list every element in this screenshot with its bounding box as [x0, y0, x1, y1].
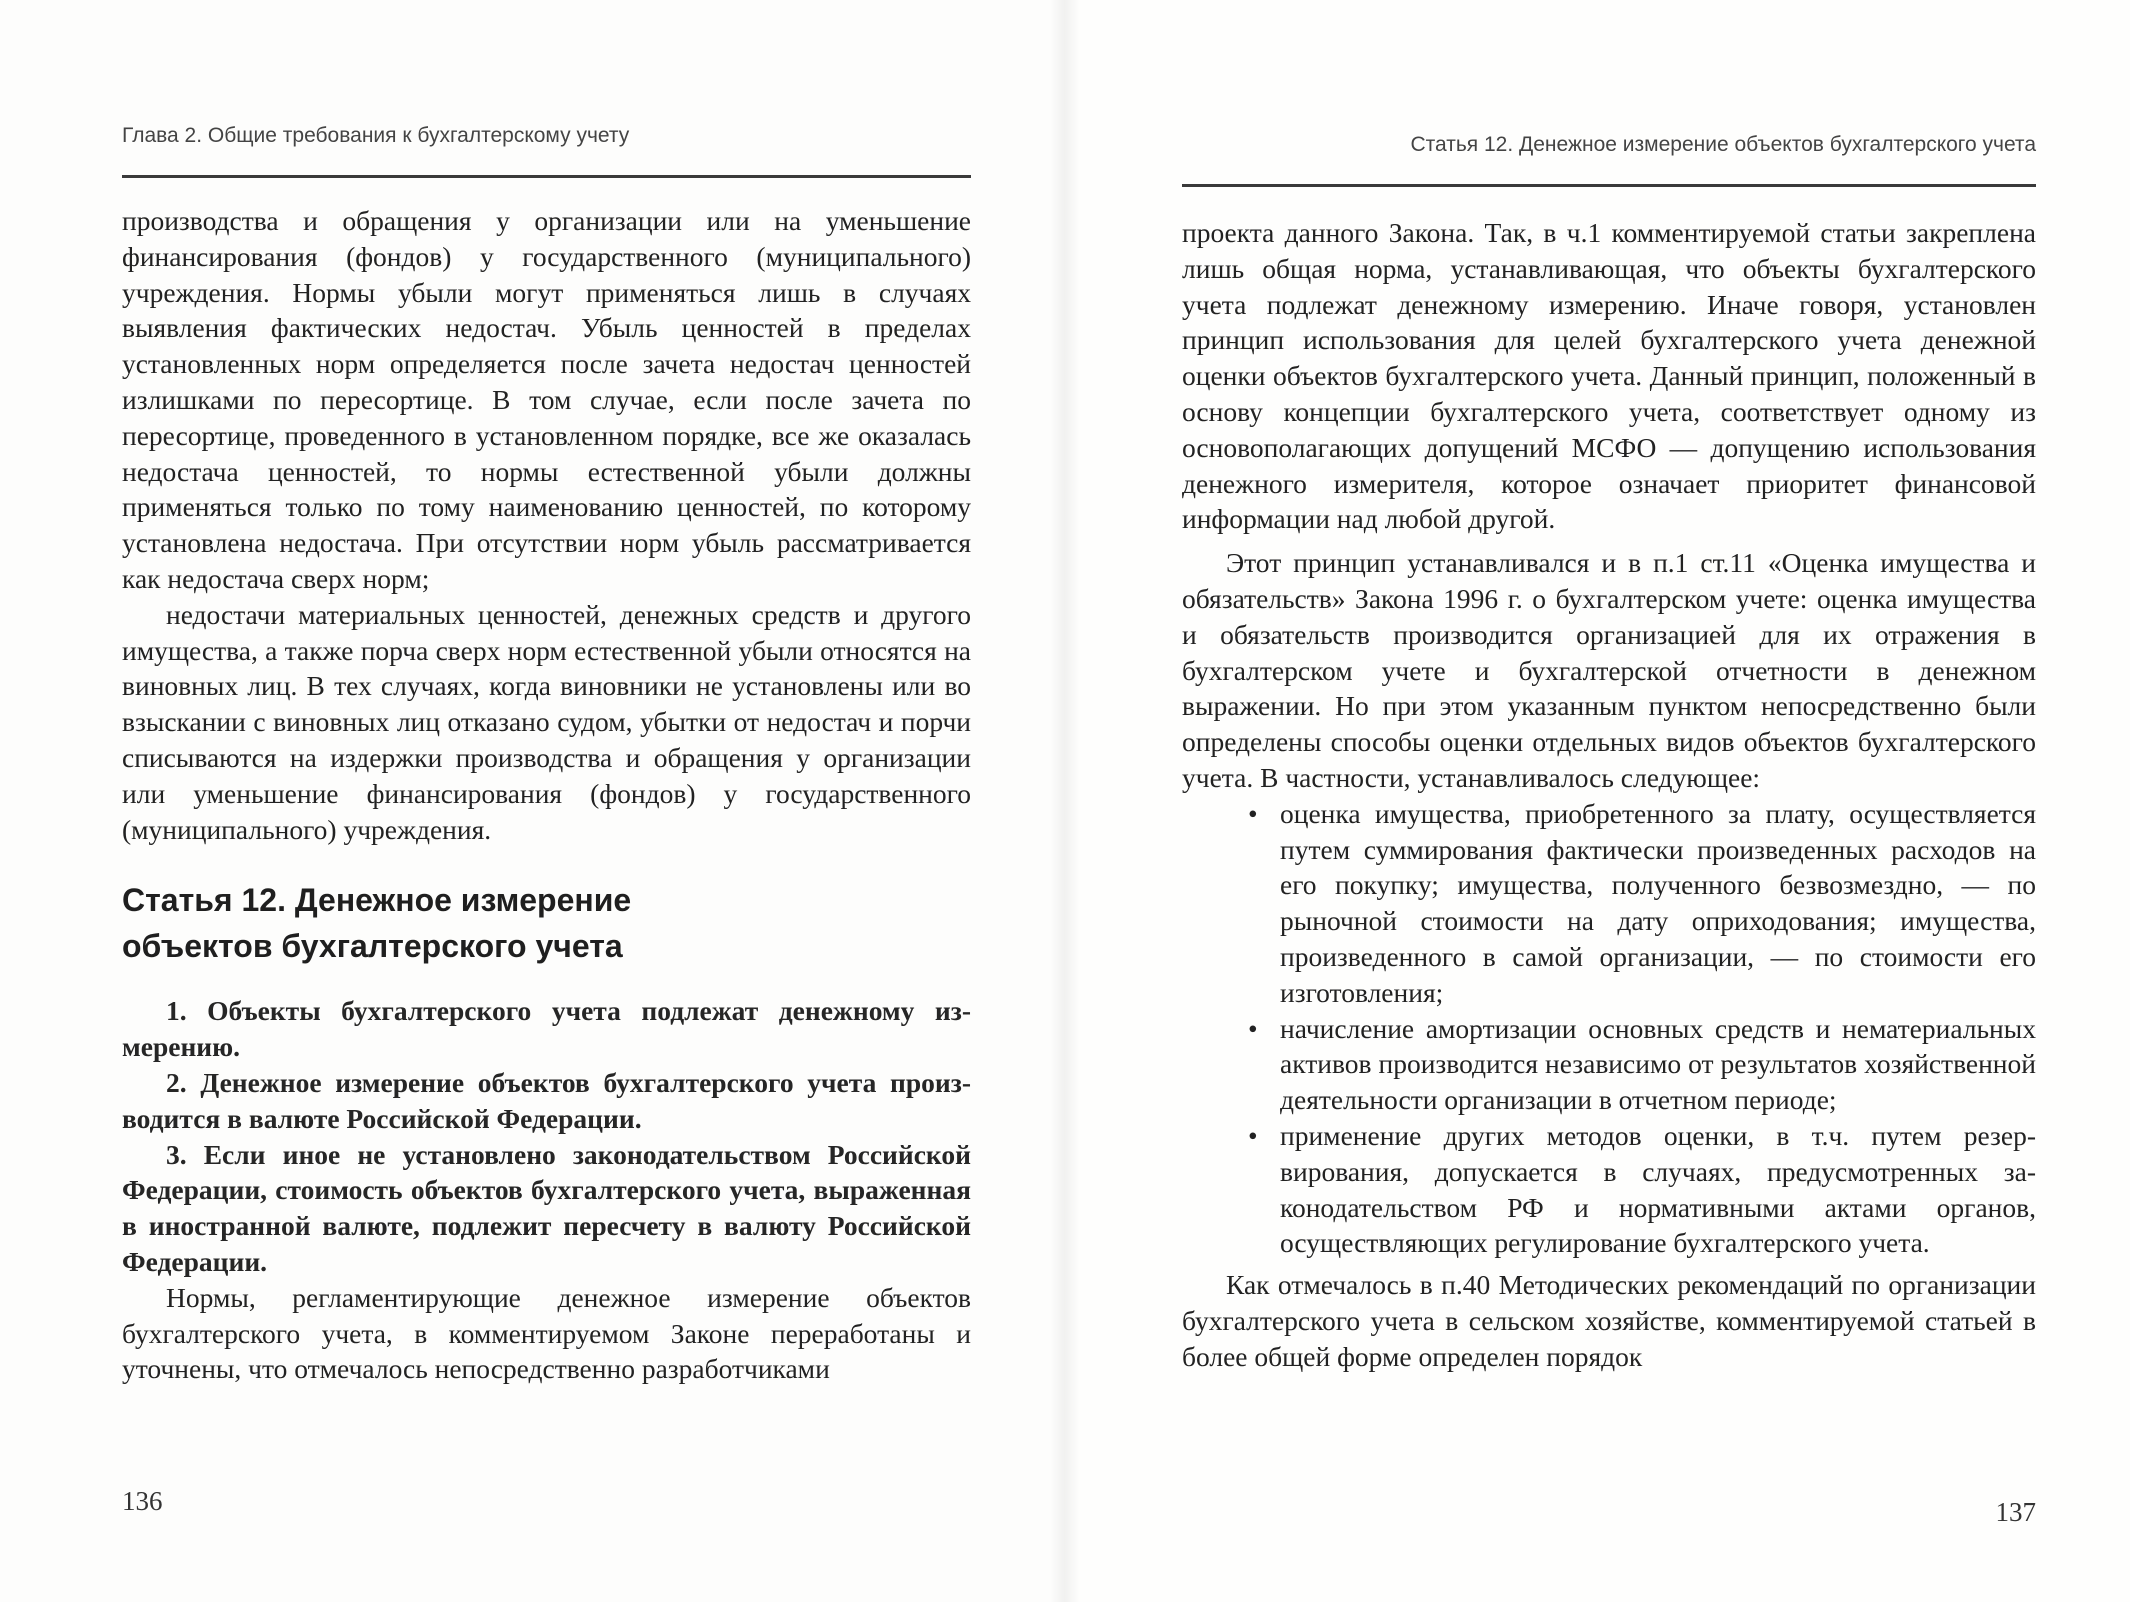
- right-page-number: 137: [1995, 1497, 2036, 1527]
- bullet-item: [1248, 796, 2036, 1011]
- law-item-1: 1. Объекты бухгалтерского учета подлежат денежному измерению.: [122, 995, 971, 1063]
- bullet-dot-icon: •: [1248, 1119, 1258, 1151]
- article-heading: [122, 877, 971, 969]
- article-heading-line-1: Статья 12. Денежное измерение: [122, 882, 632, 919]
- law-item-3: 3. Если иное не установлено законодательством Российской Федерации, стоимость объектов бухгалтерского учета, выраженная в иностранной валюте, подлежит пересчету в валюту Российской Федерации.: [122, 1138, 971, 1277]
- bullet-item: [1248, 1011, 2036, 1118]
- right-paragraph-3: Как отмечалось в п.40 Методических рекомендаций по организации бухгалтерского учета в сельском хозяйстве, комментируемой статьей в более общей форме определен порядок: [1182, 1269, 2036, 1372]
- left-running-head: Глава 2. Общие требования к бухгалтерскому учету: [122, 124, 630, 147]
- right-running-head: Статья 12. Денежное измерение объектов бухгалтерского учета: [1410, 133, 2036, 156]
- right-paragraph-2: Этот принцип устанавливался и в п.1 ст.11 «Оценка имущества и обязательств» Закона 1996 г. о бухгалтерском учете: оценка имущества и обязательств производится организацией для их отражения в бухгалтерском учете и бухгалтерской отчетности в денежном выражении. Но при этом указанным пунктом непосредственно были определены способы оценки отдельных видов объектов бухгалтерского учета. В частности, устанавливалось следующее:: [1182, 547, 2036, 793]
- bullet-text: применение других методов оценки, в т.ч. путем резервирования, допускается в случаях, предусмотренных законодательством РФ и нормативными актами органов, осуществляющих регулирование бухгалтерского учета.: [1280, 1119, 2036, 1259]
- left-header-rule: [122, 175, 971, 178]
- bullet-item: [1248, 1118, 2036, 1261]
- right-paragraph-1: проекта данного Закона. Так, в ч.1 комментируемой статьи закреплена лишь общая норма, устанавливающая, что объекты бухгалтерского учета подлежат денежному измерению. Иначе говоря, установлен принцип использования для целей бухгалтерского учета денежной оценки объектов бухгалтерского учета. Данный принцип, положенный в основу концепции бухгалтерского учета, соответствует одному из основополагающих допущений МСФО — допущению использования денежного измерителя, которое означает приоритет финансовой информации над любой другой.: [1182, 217, 2036, 535]
- right-header-rule: [1182, 184, 2036, 187]
- bullet-text: оценка имущества, приобретенного за плату, осуществляется путем суммирования фактически произведенных расходов на его покупку; имущества, полученного безвозмездно, — по рыночной стоимости на дату оприходования; имущества, произведенного в самой организации, — по стоимости его изготовления;: [1280, 797, 2036, 1008]
- left-paragraph-1: производства и обращения у организации или на уменьшение финансирования (фондов) у государственного (муниципального) учреждения. Нормы убыли могут применяться лишь в случаях выявления фактических недостач. Убыль ценностей в пределах установленных норм определяется после зачета недостач ценностей излишками по пересортице. В том случае, если после зачета по пересортице, проведенного в установленном порядке, все же оказалась недостача ценностей, то нормы естественной убыли должны применяться только по тому наименованию ценностей, по которому установлена недостача. При отсутствии норм убыль рассматривается как недостача сверх норм;: [122, 205, 971, 594]
- law-item-2: 2. Денежное измерение объектов бухгалтерского учета производится в валюте Российской Федерации.: [122, 1066, 971, 1134]
- left-paragraph-3: Нормы, регламентирующие денежное измерение объектов бухгалтерского учета, в комментируемом Законе переработаны и уточнены, что отмечалось непосредственно разработчиками: [122, 1281, 971, 1385]
- left-text-block: [122, 203, 971, 1387]
- bullet-dot-icon: •: [1248, 1012, 1258, 1044]
- right-page: [1065, 0, 2130, 1602]
- bullet-text: начисление амортизации основных средств и нематериальных активов производится независимо от результатов хозяйственной деятельности организации в отчетном периоде;: [1280, 1012, 2036, 1116]
- bullet-dot-icon: •: [1248, 797, 1258, 829]
- left-paragraph-2: недостачи материальных ценностей, денежных средств и другого имущества, а также порча сверх норм естественной убыли относятся на виновных лиц. В тех случаях, когда виновники не установлены или во взыскании с виновных лиц отказано судом, убытки от недостач и порчи списываются на издержки производства и обращения у организации или уменьшение финансирования (фондов) у государственного (муниципального) учреждения.: [122, 598, 971, 845]
- book-gutter: [1050, 0, 1080, 1602]
- right-text-block: [1182, 215, 2036, 1375]
- article-heading-line-2: объектов бухгалтерского учета: [122, 928, 623, 965]
- left-page-number: 136: [122, 1486, 163, 1516]
- bullet-list: [1182, 796, 2036, 1261]
